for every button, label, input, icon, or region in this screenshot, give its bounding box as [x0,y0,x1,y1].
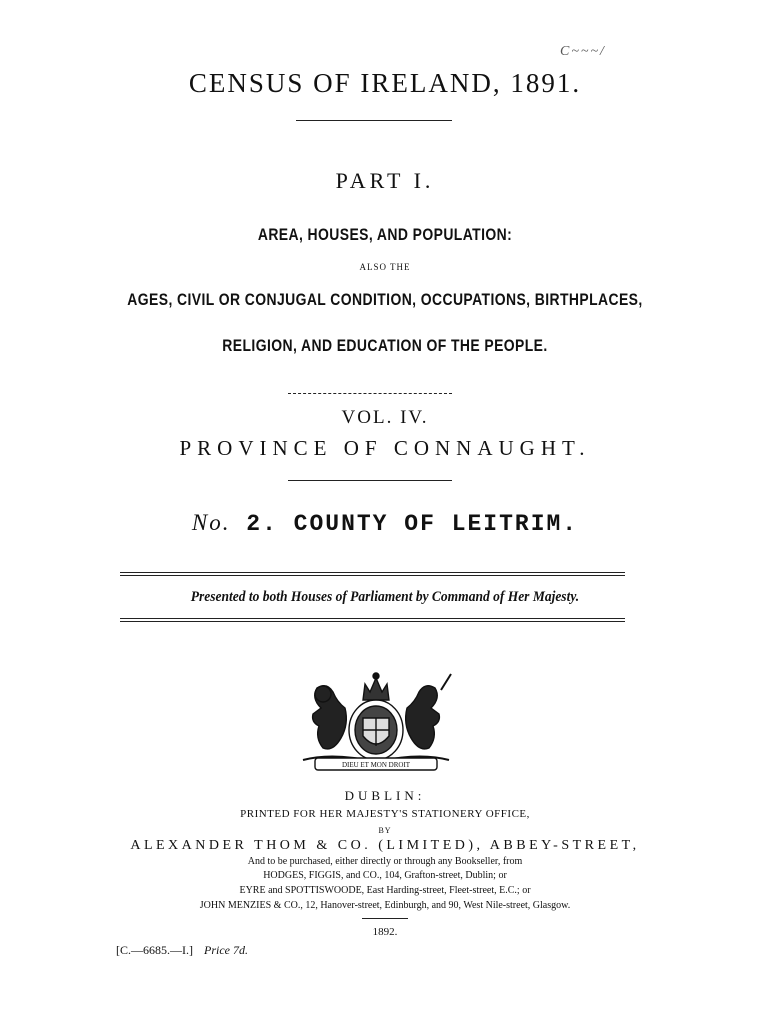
volume-heading: VOL. IV. [341,407,429,428]
imprint-city: DUBLIN: [344,788,426,803]
part-heading: PART I. [335,168,435,193]
double-rule-top [120,572,625,576]
document-title: CENSUS OF IRELAND, 1891. [188,68,582,98]
divider [296,120,452,121]
reference-number: [C.—6685.—I.] [116,943,193,957]
imprint-by: BY [378,826,392,835]
subtitle-line-1: AREA, HOUSES, AND POPULATION: [257,225,513,244]
imprint-year: 1892. [372,926,398,938]
province-heading: PROVINCE OF CONNAUGHT. [179,436,591,460]
county-number-label: No. [191,510,231,535]
imprint-seller-hodges: HODGES, FIGGIS, and CO., 104, Grafton-street, Dublin; or [263,870,507,881]
divider [288,393,452,394]
command-paper-reference [116,943,248,958]
imprint-purchase-line: And to be purchased, either directly or through any Bookseller, from [247,856,523,867]
subtitle-line-3: RELIGION, AND EDUCATION OF THE PEOPLE. [222,336,548,355]
divider [288,480,452,481]
county-name: 2. COUNTY OF LEITRIM. [246,511,579,537]
double-rule-bottom [120,618,625,622]
also-the-label: ALSO THE [359,262,411,272]
subtitle-line-2: AGES, CIVIL OR CONJUGAL CONDITION, OCCUPATIONS, BIRTHPLACES, [127,290,643,309]
crest-motto: DIEU ET MON DROIT [341,761,411,769]
imprint-printer: ALEXANDER THOM & CO. (LIMITED), ABBEY-STREET, [130,838,640,853]
imprint-printed-for: PRINTED FOR HER MAJESTY'S STATIONERY OFFICE, [240,808,530,820]
presented-statement: Presented to both Houses of Parliament by Command of Her Majesty. [190,589,580,605]
imprint-seller-eyre: EYRE and SPOTTISWOODE, East Harding-street, Fleet-street, E.C.; or [239,885,531,896]
price-label: Price 7d. [204,943,248,957]
royal-coat-of-arms [293,668,459,776]
divider [362,918,408,919]
county-heading [0,510,770,537]
pencil-annotation: C~~~/ [560,44,606,59]
imprint-seller-menzies: JOHN MENZIES & CO., 12, Hanover-street, Edinburgh, and 90, West Nile-street, Glasgow. [199,900,571,911]
